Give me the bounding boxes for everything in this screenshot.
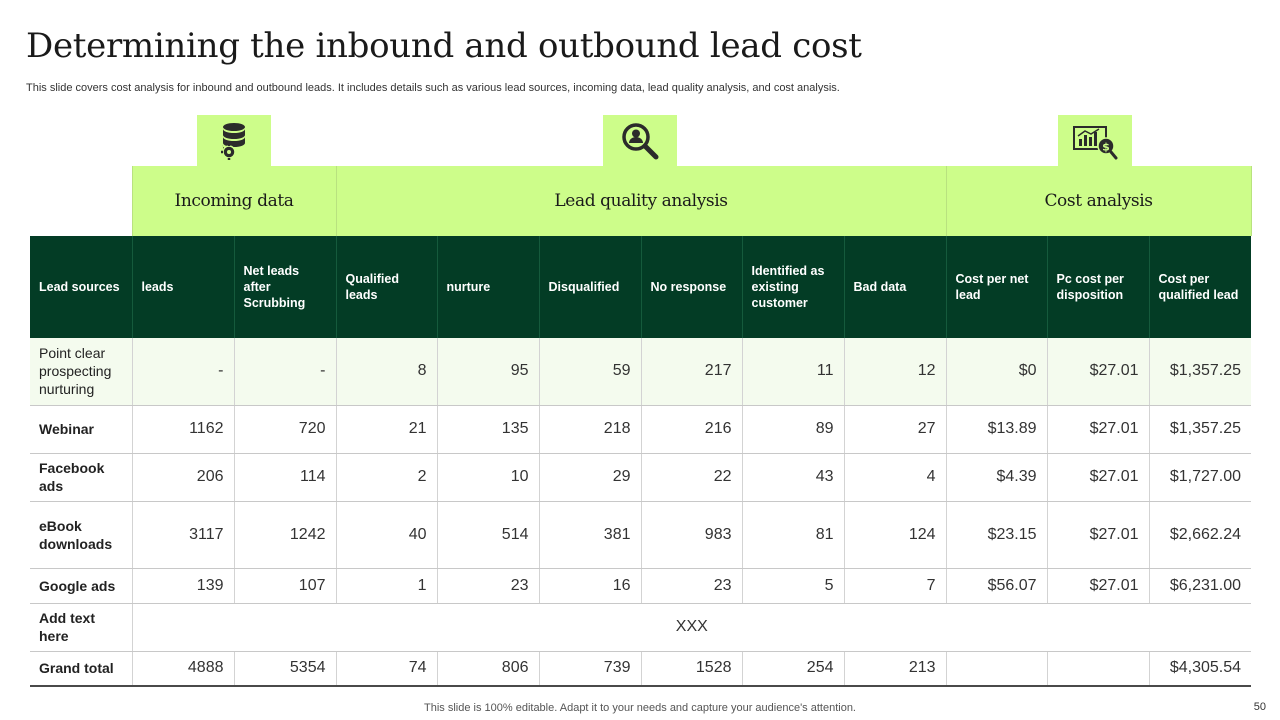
table-cell: 124	[844, 501, 946, 568]
table-cell: 40	[336, 501, 437, 568]
col-lead-sources: Lead sources	[30, 236, 132, 338]
table-cell: 206	[132, 453, 234, 501]
table-row	[30, 501, 1251, 568]
col-pc-cost-per-disposition: Pc cost per disposition	[1047, 236, 1149, 338]
table-cell: 7	[844, 568, 946, 603]
placeholder-row	[30, 603, 1251, 651]
group-spacer	[30, 166, 132, 236]
lead-quality-icon-tab	[603, 115, 677, 167]
row-label: Add text here	[30, 603, 132, 651]
table-cell: -	[234, 338, 336, 405]
table-cell: 983	[641, 501, 742, 568]
page-number: 50	[1253, 701, 1266, 713]
table-cell: 107	[234, 568, 336, 603]
table-cell: 2	[336, 453, 437, 501]
col-disqualified: Disqualified	[539, 236, 641, 338]
col-existing-customer: Identified as existing customer	[742, 236, 844, 338]
magnifier-user-icon	[620, 121, 660, 161]
table-cell: $4,305.54	[1149, 651, 1251, 686]
table-row	[30, 453, 1251, 501]
lead-cost-table	[30, 166, 1252, 687]
table-cell: 1242	[234, 501, 336, 568]
table-cell: 59	[539, 338, 641, 405]
slide-subtitle: This slide covers cost analysis for inbound and outbound leads. It includes details such as various lead sources, incoming data, lead quality analysis, and cost analysis.	[26, 82, 840, 94]
table-cell: 11	[742, 338, 844, 405]
table-cell: $2,662.24	[1149, 501, 1251, 568]
table-cell: $56.07	[946, 568, 1047, 603]
table-cell: 89	[742, 405, 844, 453]
table-cell: 23	[437, 568, 539, 603]
row-label: Webinar	[30, 405, 132, 453]
table-cell: 22	[641, 453, 742, 501]
table-cell: $27.01	[1047, 405, 1149, 453]
slide-title: Determining the inbound and outbound lead cost	[26, 26, 862, 66]
table-cell: 5354	[234, 651, 336, 686]
table-cell: $1,357.25	[1149, 338, 1251, 405]
chart-dollar-icon	[1072, 121, 1118, 161]
row-label: Grand total	[30, 651, 132, 686]
table-cell: $13.89	[946, 405, 1047, 453]
column-header-row	[30, 236, 1251, 338]
incoming-data-icon-tab	[197, 115, 271, 167]
table-cell: 213	[844, 651, 946, 686]
table-cell: 4	[844, 453, 946, 501]
database-gear-icon	[216, 121, 252, 161]
table-cell: 5	[742, 568, 844, 603]
group-header-row	[30, 166, 1251, 236]
table-cell: 514	[437, 501, 539, 568]
table-cell: -	[132, 338, 234, 405]
table-cell: 10	[437, 453, 539, 501]
svg-text:$: $	[1102, 140, 1110, 154]
col-cost-per-net-lead: Cost per net lead	[946, 236, 1047, 338]
table-cell: 8	[336, 338, 437, 405]
table-cell: 21	[336, 405, 437, 453]
table-cell: 135	[437, 405, 539, 453]
col-bad-data: Bad data	[844, 236, 946, 338]
table-cell: 217	[641, 338, 742, 405]
row-label: Google ads	[30, 568, 132, 603]
table-cell: 216	[641, 405, 742, 453]
col-cost-per-qualified-lead: Cost per qualified lead	[1149, 236, 1251, 338]
col-qualified-leads: Qualified leads	[336, 236, 437, 338]
table-row	[30, 338, 1251, 405]
table-cell: $6,231.00	[1149, 568, 1251, 603]
table-row	[30, 405, 1251, 453]
table-cell: 114	[234, 453, 336, 501]
table-cell: 720	[234, 405, 336, 453]
slide-footer: This slide is 100% editable. Adapt it to your needs and capture your audience's attention.	[424, 702, 856, 714]
table-cell: 1	[336, 568, 437, 603]
col-net-leads: Net leads after Scrubbing	[234, 236, 336, 338]
col-no-response: No response	[641, 236, 742, 338]
table-cell: $1,727.00	[1149, 453, 1251, 501]
table-cell: $23.15	[946, 501, 1047, 568]
table-cell: $1,357.25	[1149, 405, 1251, 453]
table-cell: 3117	[132, 501, 234, 568]
cost-analysis-icon-tab	[1058, 115, 1132, 167]
table-cell: 29	[539, 453, 641, 501]
table-cell: 4888	[132, 651, 234, 686]
col-leads: leads	[132, 236, 234, 338]
table-cell: $27.01	[1047, 453, 1149, 501]
table-cell	[946, 651, 1047, 686]
table-cell	[1047, 651, 1149, 686]
table-cell: $0	[946, 338, 1047, 405]
table-cell: 254	[742, 651, 844, 686]
col-nurture: nurture	[437, 236, 539, 338]
row-label: Point clear prospecting nurturing	[30, 338, 132, 405]
table-cell: 23	[641, 568, 742, 603]
table-cell: $27.01	[1047, 338, 1149, 405]
table-cell: 81	[742, 501, 844, 568]
table-cell: 739	[539, 651, 641, 686]
table-cell: 12	[844, 338, 946, 405]
table-cell: 1162	[132, 405, 234, 453]
group-lead-quality-analysis: Lead quality analysis	[336, 166, 946, 236]
placeholder-value: XXX	[132, 603, 1251, 651]
table-cell: 381	[539, 501, 641, 568]
table-cell: 218	[539, 405, 641, 453]
table-cell: 139	[132, 568, 234, 603]
table-cell: 27	[844, 405, 946, 453]
table-cell: 95	[437, 338, 539, 405]
table-cell: 43	[742, 453, 844, 501]
group-incoming-data: Incoming data	[132, 166, 336, 236]
table-cell: 1528	[641, 651, 742, 686]
table-row	[30, 568, 1251, 603]
group-cost-analysis: Cost analysis	[946, 166, 1251, 236]
table-cell: $27.01	[1047, 501, 1149, 568]
row-label: Facebook ads	[30, 453, 132, 501]
table-cell: 74	[336, 651, 437, 686]
row-label: eBook downloads	[30, 501, 132, 568]
table-cell: 16	[539, 568, 641, 603]
table-cell: $4.39	[946, 453, 1047, 501]
grand-total-row	[30, 651, 1251, 686]
table-cell: 806	[437, 651, 539, 686]
table-cell: $27.01	[1047, 568, 1149, 603]
